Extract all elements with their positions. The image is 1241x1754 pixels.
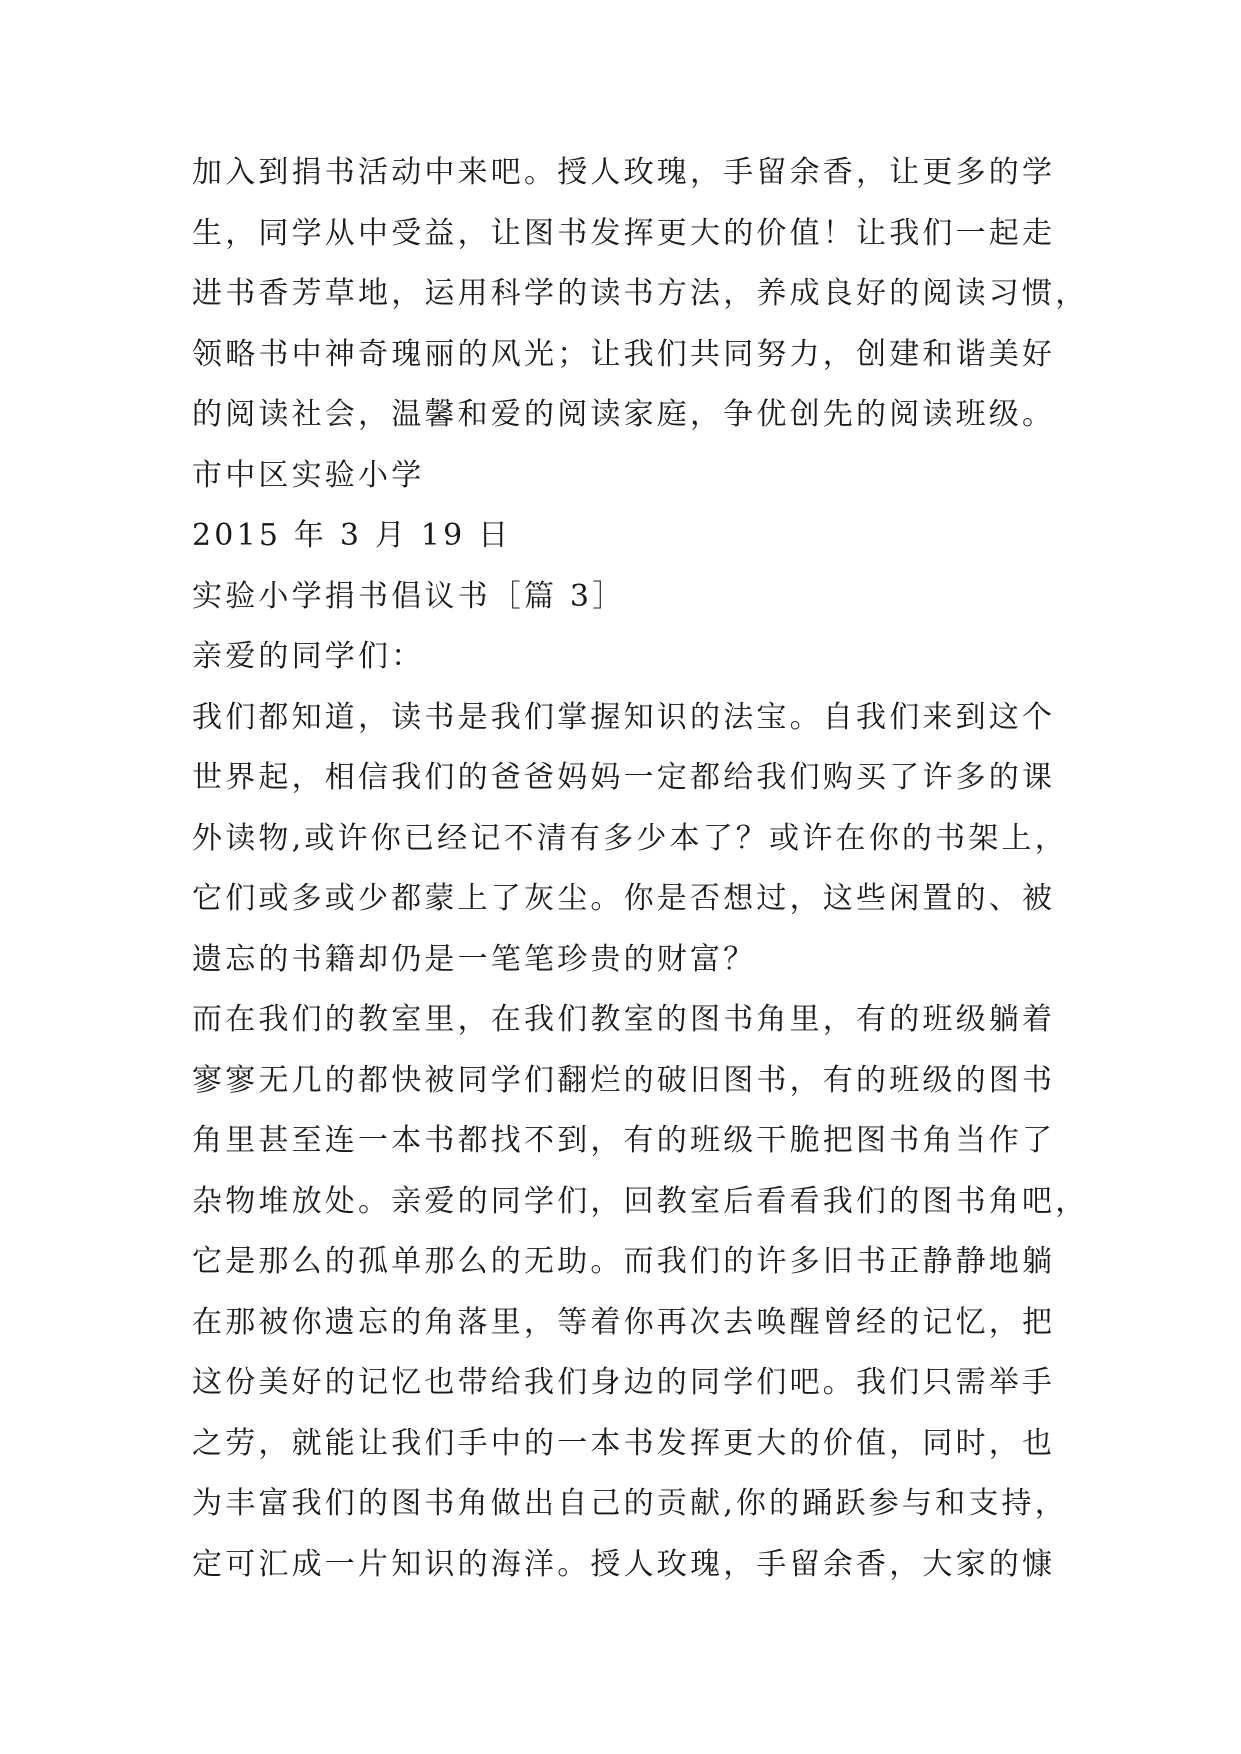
text-line: 在那被你遗忘的角落里，等着你再次去唤醒曾经的记忆，把 xyxy=(192,1304,1056,1340)
text-line: 进书香芳草地，运用科学的读书方法，养成良好的阅读习惯， xyxy=(192,276,1089,311)
text-line: 加入到捐书活动中来吧。授人玫瑰，手留余香，让更多的学 xyxy=(192,155,1056,190)
text-line: 领略书中神奇瑰丽的风光；让我们共同努力，创建和谐美好 xyxy=(192,336,1056,372)
text-line: 它们或多或少都蒙上了灰尘。你是否想过，这些闲置的、被 xyxy=(192,881,1056,916)
text-line: 我们都知道，读书是我们掌握知识的法宝。自我们来到这个 xyxy=(192,699,1056,735)
text-line: 之劳，就能让我们手中的一本书发挥更大的价值，同时，也 xyxy=(192,1425,1056,1461)
text-line: 而在我们的教室里，在我们教室的图书角里，有的班级躺着 xyxy=(192,1002,1056,1037)
text-line: 世界起，相信我们的爸爸妈妈一定都给我们购买了许多的课 xyxy=(192,760,1056,795)
text-line: 的阅读社会，温馨和爱的阅读家庭，争优创先的阅读班级。 xyxy=(192,397,1056,432)
text-line: 定可汇成一片知识的海洋。授人玫瑰，手留余香，大家的慷 xyxy=(192,1546,1056,1582)
text-line: 遗忘的书籍却仍是一笔笔珍贵的财富？ xyxy=(192,941,757,977)
text-line: 角里甚至连一本书都找不到，有的班级干脆把图书角当作了 xyxy=(192,1123,1056,1158)
text-line: 外读物,或许你已经记不清有多少本了？或许在你的书架上， xyxy=(192,820,1068,856)
section-title: 实验小学捐书倡议书［篇 3］ xyxy=(192,578,626,614)
signature-school: 市中区实验小学 xyxy=(192,457,425,493)
text-line: 为丰富我们的图书角做出自己的贡献,你的踊跃参与和支持， xyxy=(192,1486,1068,1521)
document-body xyxy=(192,155,1089,1610)
text-line: 它是那么的孤单那么的无助。而我们的许多旧书正静静地躺 xyxy=(192,1244,1056,1279)
text-line: 生，同学从中受益，让图书发挥更大的价值！让我们一起走 xyxy=(192,215,1056,251)
text-line: 杂物堆放处。亲爱的同学们，回教室后看看我们的图书角吧， xyxy=(192,1183,1089,1219)
text-line: 这份美好的记忆也带给我们身边的同学们吧。我们只需举手 xyxy=(192,1365,1056,1400)
signature-date: 2015 年 3 月 19 日 xyxy=(192,518,512,553)
salutation: 亲爱的同学们： xyxy=(192,639,425,674)
text-line: 寥寥无几的都快被同学们翻烂的破旧图书，有的班级的图书 xyxy=(192,1062,1056,1098)
